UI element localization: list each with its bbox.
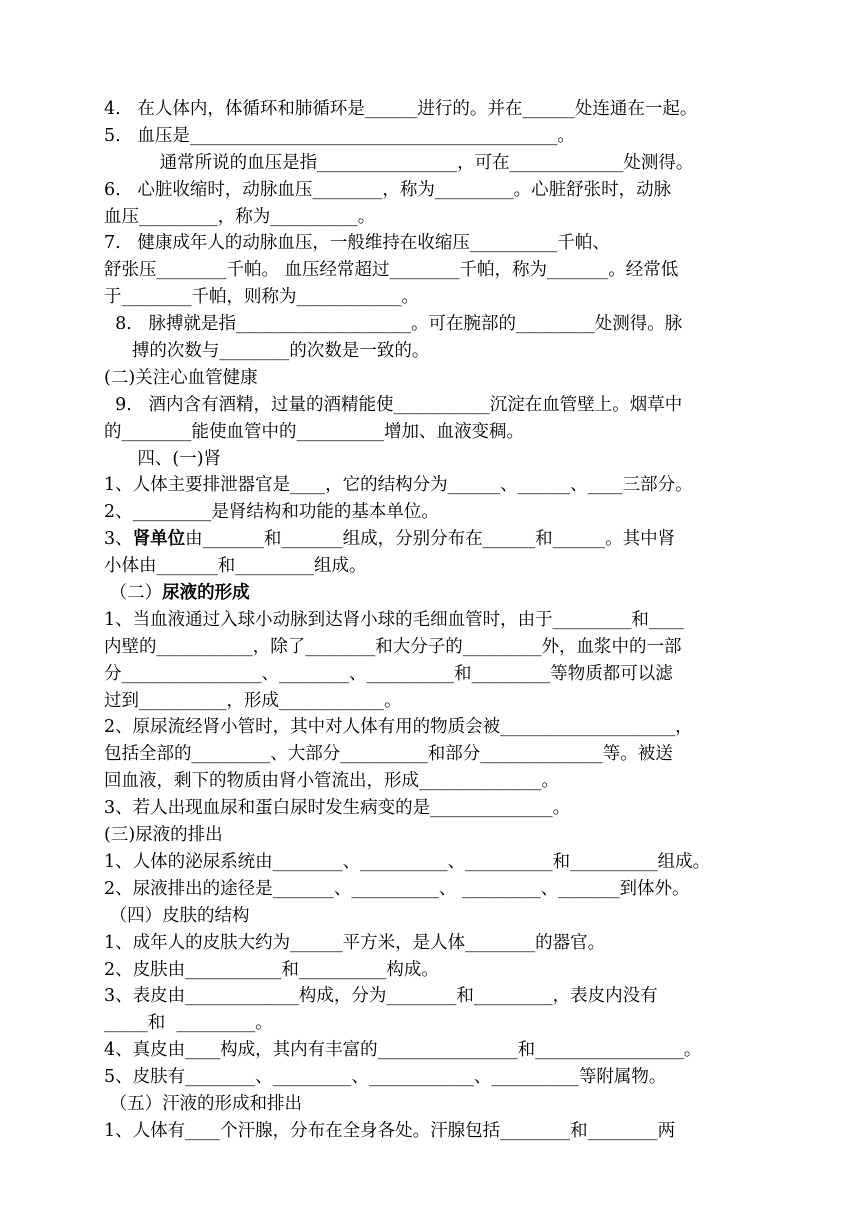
text-line: 2、尿液排出的途径是_______、__________、 _________、_______到体外。	[104, 878, 690, 899]
text-line: 3、若人出现血尿和蛋白尿时发生病变的是______________。	[104, 798, 571, 819]
text-line: 通常所说的血压是指________________，可在_____________处测得。	[104, 152, 694, 173]
text-line: 3、肾单位由_______和_______组成，分别分布在______和______。其中肾	[104, 529, 676, 550]
text-line: 9. 酒内含有酒精，过量的酒精能使___________沉淀在血管壁上。烟草中	[104, 394, 683, 415]
text-line: 内壁的___________，除了________和大分子的_________外，血浆中的一部	[104, 636, 682, 657]
text-line: 2、皮肤由___________和__________构成。	[104, 959, 439, 980]
text-line: 的________能使血管中的__________增加、血液变稠。	[104, 421, 524, 442]
text-line: 8. 脉搏就是指____________________。可在腕部的_________处测得。脉	[104, 314, 683, 335]
text-line: 6. 心脏收缩时，动脉血压________，称为_________。心脏舒张时，动脉	[104, 179, 672, 200]
text-line: 1、人体有____个汗腺，分布在全身各处。汗腺包括________和________两	[104, 1120, 676, 1141]
text-line: 分________________、________、__________和_________等物质都可以滤	[104, 663, 673, 684]
text-line: _____和 _________。	[104, 1013, 273, 1034]
text-line: 5、皮肤有________、_________、____________、__________等附属物。	[104, 1067, 667, 1088]
section-heading: 四、(一)肾	[104, 448, 222, 469]
text-line: 血压_________，称为__________。	[104, 206, 376, 227]
text-line: 舒张压________千帕。 血压经常超过________千帕，称为_______。经常低	[104, 260, 679, 281]
text-line: 过到__________，形成____________。	[104, 690, 402, 711]
section-heading: （二）尿液的形成	[104, 583, 250, 604]
text-line: 包括全部的_________、大部分__________和部分______________等。被送	[104, 744, 673, 765]
text-line: 小体由_______和_________组成。	[104, 556, 367, 577]
worksheet-text	[104, 96, 760, 1145]
text-line: 回血液，剩下的物质由肾小管流出，形成______________。	[104, 771, 559, 792]
text-line: 4. 在人体内，体循环和肺循环是______进行的。并在______处连通在一起。	[104, 99, 698, 119]
text-line: 5. 血压是__________________________________________。	[104, 125, 575, 146]
text-line: 于________千帕，则称为____________。	[104, 287, 419, 308]
section-heading: (三)尿液的排出	[104, 825, 223, 846]
text-line: 2、原尿流经肾小管时，其中对人体有用的物质会被____________________，	[104, 717, 693, 738]
text-line: 1、成年人的皮肤大约为______平方米，是人体________的器官。	[104, 932, 606, 953]
section-heading: （四）皮肤的结构	[104, 905, 250, 926]
text-line: 1、当血液通过入球小动脉到达肾小球的毛细血管时，由于_________和____	[104, 609, 684, 630]
text-line: 3、表皮由_____________构成，分为________和_________，表皮内没有	[104, 986, 658, 1007]
text-line: 1、人体主要排泄器官是____，它的结构分为______、______、____三部分。	[104, 475, 693, 496]
section-heading: (二)关注心血管健康	[104, 367, 258, 388]
bold-term: 尿液的形成	[162, 583, 250, 604]
bold-term: 肾单位	[132, 529, 186, 550]
text-line: 4、真皮由____构成，其内有丰富的________________和_________________。	[104, 1040, 702, 1061]
text-line: 7. 健康成年人的动脉血压，一般维持在收缩压__________千帕、	[104, 233, 610, 254]
text-line: 2、_________是肾结构和功能的基本单位。	[104, 502, 439, 523]
text-line: 搏的次数与________的次数是一致的。	[104, 341, 430, 362]
text-line: 1、人体的泌尿系统由________、__________、__________和__________组成。	[104, 851, 711, 872]
section-heading: （五）汗液的形成和排出	[104, 1093, 303, 1114]
